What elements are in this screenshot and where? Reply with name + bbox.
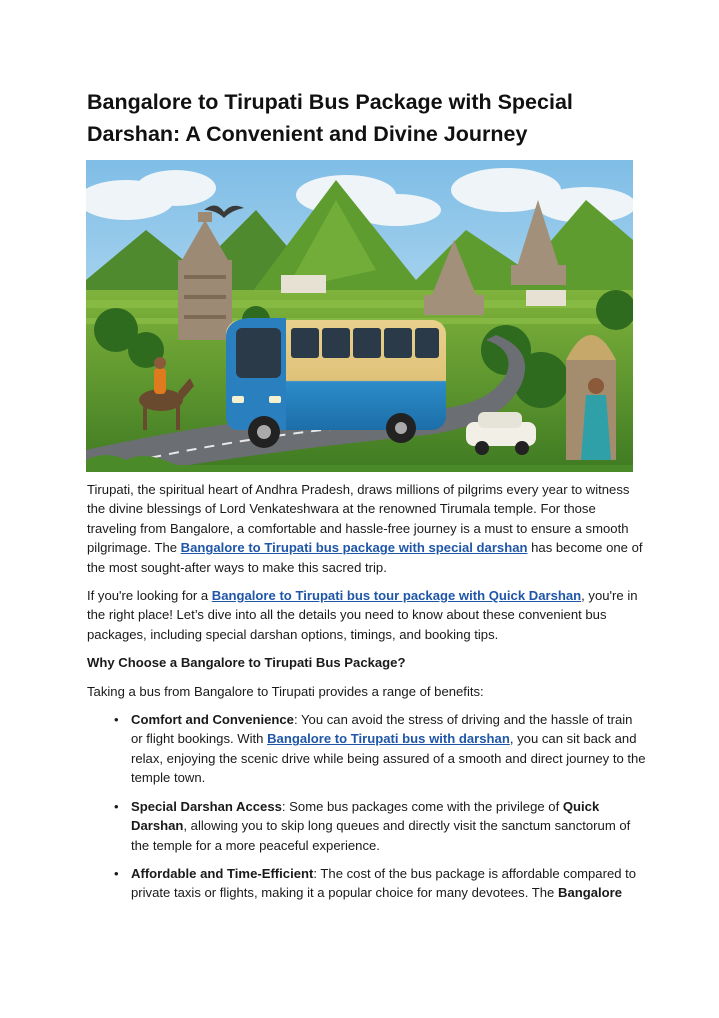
article-body bbox=[87, 480, 647, 912]
intro2-text-2: , you're in the right place! Let’s dive into all the details you need to know about these convenient bus packages, including special darshan options, timings, and booking tips. bbox=[87, 588, 638, 642]
section-heading: Why Choose a Bangalore to Tirupati Bus Package? bbox=[87, 655, 406, 671]
bullet: • bbox=[114, 798, 119, 814]
benefit-text: : The cost of the bus package is affordable compared to private taxis or flights, making it a popular choice for many devotees. The bbox=[131, 865, 637, 901]
bullet: • bbox=[114, 712, 119, 728]
list-item-darshan-access bbox=[87, 797, 647, 855]
hero-illustration bbox=[86, 160, 633, 472]
benefit-text: , you can sit back and relax, enjoying the scenic drive while being assured of a smooth and direct journey to the temple town. bbox=[131, 731, 646, 786]
benefit-text: : You can avoid the stress of driving and the hassle of train or flight bookings. With bbox=[131, 712, 633, 747]
bullet: • bbox=[114, 865, 119, 881]
link-bus-tour-quick-darshan[interactable]: Bangalore to Tirupati bus tour package with Quick Darshan bbox=[211, 588, 582, 604]
intro-text-2: has become one of the most sought-after ways to make this sacred trip. bbox=[87, 540, 643, 575]
benefits-list bbox=[87, 710, 647, 903]
intro2-text-1: If you're looking for a bbox=[87, 588, 212, 604]
link-bus-package-special-darshan[interactable]: Bangalore to Tirupati bus package with special darshan bbox=[180, 540, 528, 556]
benefit-text: , allowing you to skip long queues and directly visit the sanctum sanctorum of the temple for a more peaceful experience. bbox=[131, 818, 631, 853]
page-title: Bangalore to Tirupati Bus Package with Special Darshan: A Convenient and Divine Journey bbox=[87, 90, 573, 146]
intro-paragraph bbox=[87, 480, 647, 577]
list-item-comfort bbox=[87, 710, 647, 788]
section-intro: Taking a bus from Bangalore to Tirupati provides a range of benefits: bbox=[87, 683, 484, 699]
benefit-label: Affordable and Time-Efficient bbox=[131, 865, 314, 881]
benefit-bold: Bangalore bbox=[557, 885, 623, 901]
list-item-affordable bbox=[87, 864, 647, 903]
benefit-bold: Quick Darshan bbox=[131, 798, 600, 834]
intro-text-1: Tirupati, the spiritual heart of Andhra Pradesh, draws millions of pilgrims every year to witness the divine blessings of Lord Venkateshwara at the renowned Tirumala temple. For those traveling from Bangalore, a comfortable and hassle-free journey is a must to ensure a smooth pilgrimage. The bbox=[87, 482, 630, 556]
link-bus-with-darshan[interactable]: Bangalore to Tirupati bus with darshan bbox=[267, 731, 510, 747]
intro-paragraph-2 bbox=[87, 586, 647, 644]
benefit-label: Special Darshan Access bbox=[131, 798, 282, 814]
benefit-label: Comfort and Convenience bbox=[131, 712, 294, 728]
benefit-text: : Some bus packages come with the privilege of bbox=[281, 798, 563, 814]
